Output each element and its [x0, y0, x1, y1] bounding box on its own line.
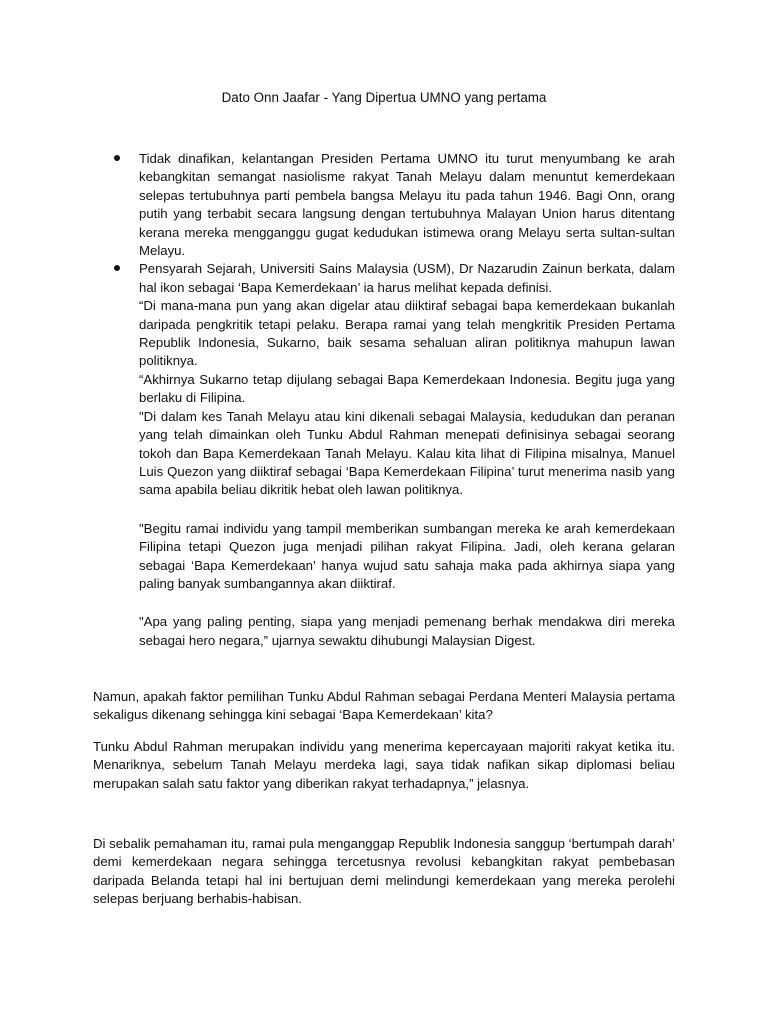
body-paragraph: Di sebalik pemahaman itu, ramai pula menganggap Republik Indonesia sanggup ‘bertumpah darah’ demi kemerdekaan negara sehingga tercetusnya revolusi kebangkitan rakyat pembebasan daripada Belanda tetapi hal ini bertujuan demi melindungi kemerdekaan yang mereka perolehi selepas berjuang berhabis-habisan.	[93, 836, 675, 907]
bullet-icon	[114, 265, 120, 271]
body-paragraph: Namun, apakah faktor pemilihan Tunku Abdul Rahman sebagai Perdana Menteri Malaysia pertama sekaligus dikenang sehingga kini sebagai ‘Bapa Kemerdekaan’ kita?	[93, 689, 675, 723]
quote-paragraph: "Di dalam kes Tanah Melayu atau kini dikenali sebagai Malaysia, kedudukan dan peranan yang telah dimainkan oleh Tunku Abdul Rahman menepati definisinya sebagai seorang tokoh dan Bapa Kemerdekaan Tanah Melayu. Kalau kita lihat di Filipina misalnya, Manuel Luis Quezon yang diiktiraf sebagai ‘Bapa Kemerdekaan Filipina’ turut menerima nasib yang sama apabila beliau dikritik hebat oleh lawan politiknya.	[139, 408, 675, 498]
bullet-item-1	[139, 150, 675, 260]
document-title: Dato Onn Jaafar - Yang Dipertua UMNO yang pertama	[221, 90, 547, 105]
bullet-text: Tidak dinafikan, kelantangan Presiden Pertama UMNO itu turut menyumbang ke arah kebangkitan semangat nasiolisme rakyat Tanah Melayu dalam menuntut kemerdekaan selepas tertubuhnya parti pembela bangsa Melayu itu pada tahun 1946. Bagi Onn, orang putih yang terbabit secara langsung dengan tertubuhnya Malayan Union harus ditentang kerana mereka mengganggu gugat kedudukan istimewa orang Melayu serta sultan-sultan Melayu.	[139, 151, 675, 259]
quote-paragraph: “Di mana-mana pun yang akan digelar atau diiktiraf sebagai bapa kemerdekaan bukanlah daripada pengkritik tetapi pelaku. Berapa ramai yang telah mengkritik Presiden Pertama Republik Indonesia, Sukarno, baik sesama sehaluan aliran politiknya mahupun lawan politiknya.	[139, 298, 675, 369]
quote-paragraph: "Begitu ramai individu yang tampil memberikan sumbangan mereka ke arah kemerdekaan Filipina tetapi Quezon juga menjadi pilihan rakyat Filipina. Jadi, oleh kerana gelaran sebagai ‘Bapa Kemerdekaan’ hanya wujud satu sahaja maka pada akhirnya siapa yang paling banyak sumbangannya akan diiktiraf.	[139, 520, 675, 591]
quote-paragraph: “Akhirnya Sukarno tetap dijulang sebagai Bapa Kemerdekaan Indonesia. Begitu juga yang berlaku di Filipina.	[139, 371, 675, 406]
bullet-text: Pensyarah Sejarah, Universiti Sains Malaysia (USM), Dr Nazarudin Zainun berkata, dalam hal ikon sebagai ‘Bapa Kemerdekaan’ ia harus melihat kepada definisi.	[139, 261, 675, 295]
bullet-item-2	[139, 260, 675, 650]
bullet-list	[139, 150, 675, 650]
body-paragraph: Tunku Abdul Rahman merupakan individu yang menerima kepercayaan majoriti rakyat ketika itu. Menariknya, sebelum Tanah Melayu merdeka lagi, saya tidak nafikan sikap diplomasi beliau merupakan salah satu faktor yang diberikan rakyat terhadapnya,” jelasnya.	[93, 739, 675, 791]
bullet-icon	[114, 155, 120, 161]
quote-paragraph: "Apa yang paling penting, siapa yang menjadi pemenang berhak mendakwa diri mereka sebagai hero negara,” ujarnya sewaktu dihubungi Malaysian Digest.	[139, 614, 675, 648]
